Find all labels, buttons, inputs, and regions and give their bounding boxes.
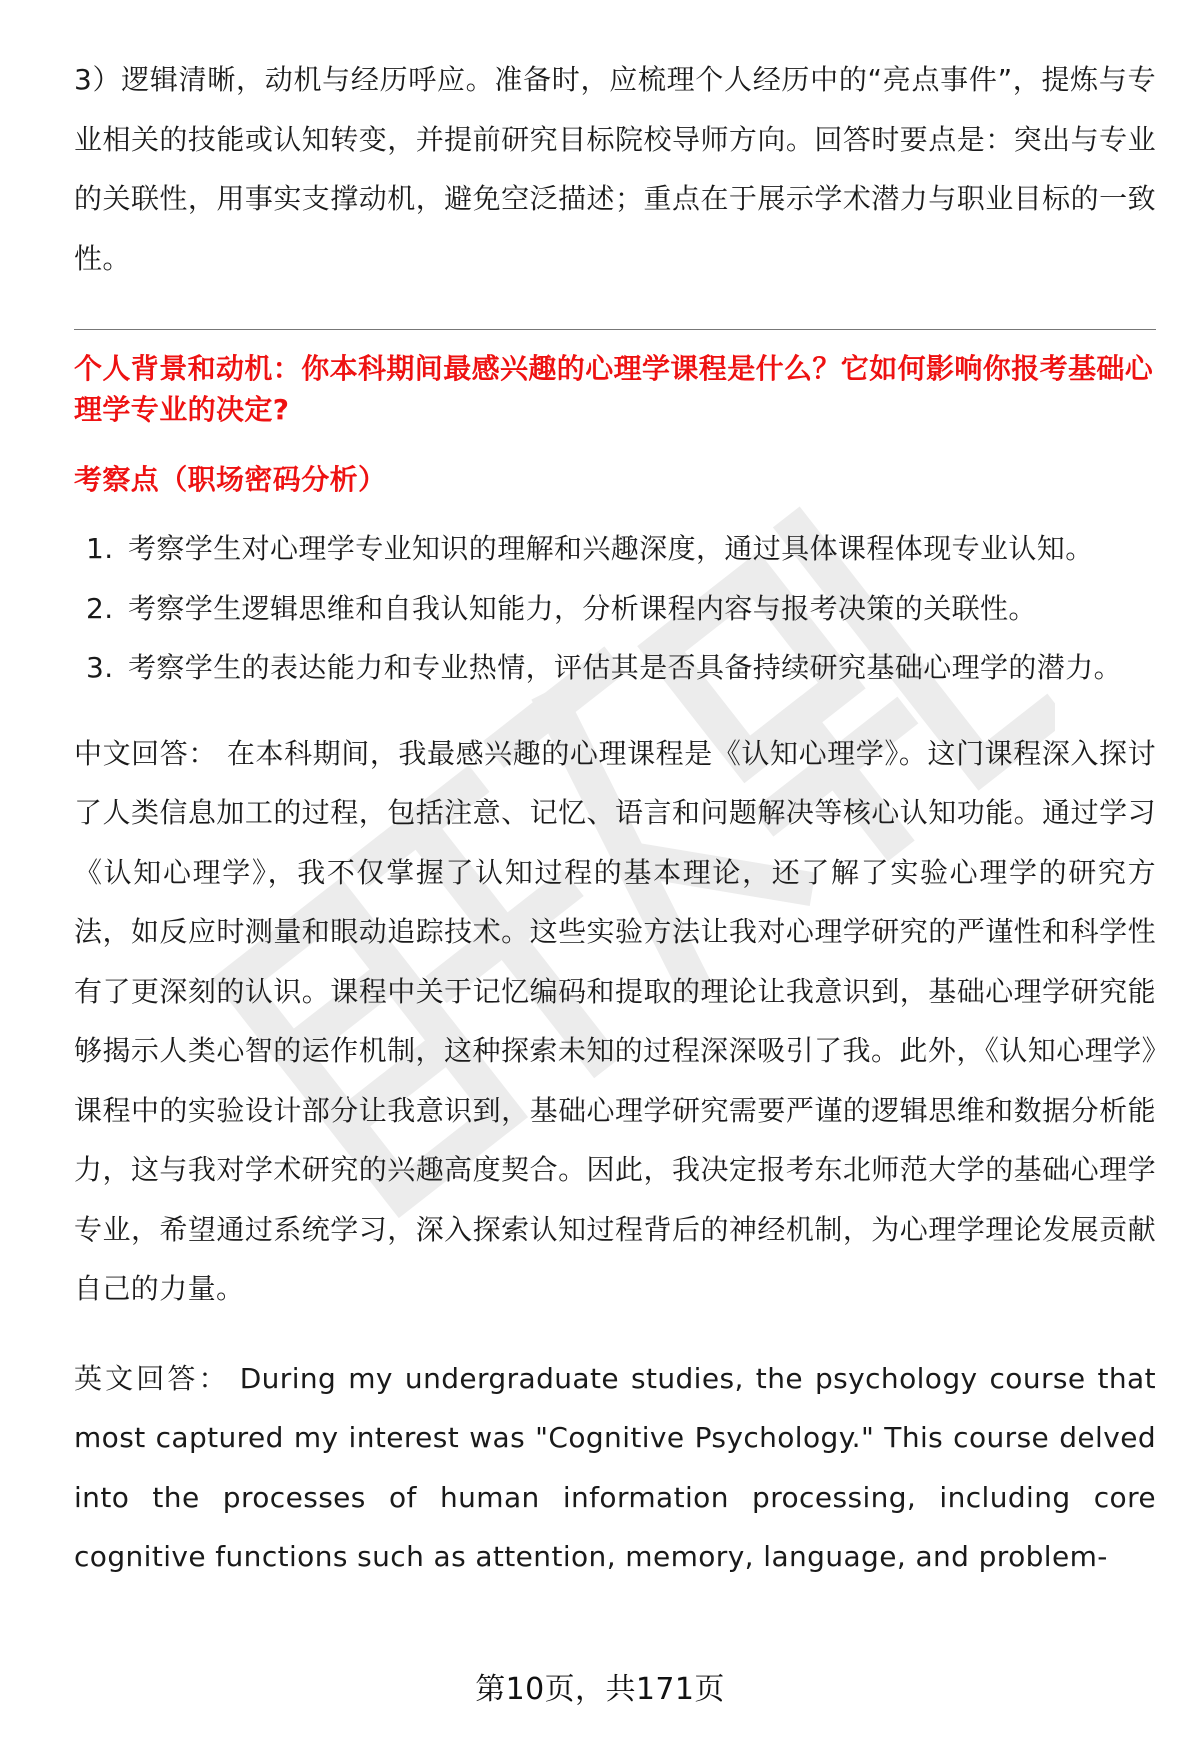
list-item-number: 3. — [86, 651, 114, 684]
list-item — [74, 519, 1156, 579]
english-answer-label: 英文回答： — [74, 1361, 230, 1395]
list-item-text: 考察学生的表达能力和专业热情，评估其是否具备持续研究基础心理学的潜力。 — [128, 651, 1123, 684]
content-column — [74, 50, 1156, 1587]
list-item-text: 考察学生对心理学专业知识的理解和兴趣深度，通过具体课程体现专业认知。 — [128, 532, 1094, 565]
focus-title: 考察点（职场密码分析） — [74, 463, 387, 496]
intro-paragraph: 3）逻辑清晰，动机与经历呼应。准备时，应梳理个人经历中的“亮点事件”，提炼与专业相关的技能或认知转变，并提前研究目标院校导师方向。回答时要点是：突出与专业的关联性，用事实支撑动机，避免空泛描述；重点在于展示学术潜力与职业目标的一致性。 — [74, 63, 1156, 275]
list-item — [74, 638, 1156, 698]
chinese-answer-text: 在本科期间，我最感兴趣的心理课程是《认知心理学》。这门课程深入探讨了人类信息加工的过程，包括注意、记忆、语言和问题解决等核心认知功能。通过学习《认知心理学》，我不仅掌握了认知过程的基本理论，还了解了实验心理学的研究方法，如反应时测量和眼动追踪技术。这些实验方法让我对心理学研究的严谨性和科学性有了更深刻的认识。课程中关于记忆编码和提取的理论让我意识到，基础心理学研究能够揭示人类心智的运作机制，这种探索未知的过程深深吸引了我。此外，《认知心理学》课程中的实验设计部分让我意识到，基础心理学研究需要严谨的逻辑思维和数据分析能力，这与我对学术研究的兴趣高度契合。因此，我决定报考东北师范大学的基础心理学专业，希望通过系统学习，深入探索认知过程背后的神经机制，为心理学理论发展贡献自己的力量。 — [74, 736, 1156, 1305]
question-title: 个人背景和动机：你本科期间最感兴趣的心理学课程是什么？它如何影响你报考基础心理学专业的决定? — [74, 352, 1154, 426]
page-number-footer: 第10页，共171页 — [475, 1672, 725, 1707]
section-divider — [74, 329, 1156, 330]
chinese-answer — [74, 724, 1156, 1319]
list-item — [74, 579, 1156, 639]
list-item-number: 1. — [86, 532, 114, 565]
list-item-text: 考察学生逻辑思维和自我认知能力，分析课程内容与报考决策的关联性。 — [128, 591, 1037, 625]
english-answer-text: During my undergraduate studies, the psychology course that most captured my interest was "Cognitive Psychology." This course delved into the processes of human information processing, including core cognitive functions such as attention, memory, language, and problem- — [74, 1361, 1156, 1573]
focus-points-list — [74, 519, 1156, 698]
list-item-number: 2. — [86, 591, 114, 625]
chinese-answer-label: 中文回答： — [74, 736, 217, 770]
english-answer — [74, 1349, 1156, 1587]
